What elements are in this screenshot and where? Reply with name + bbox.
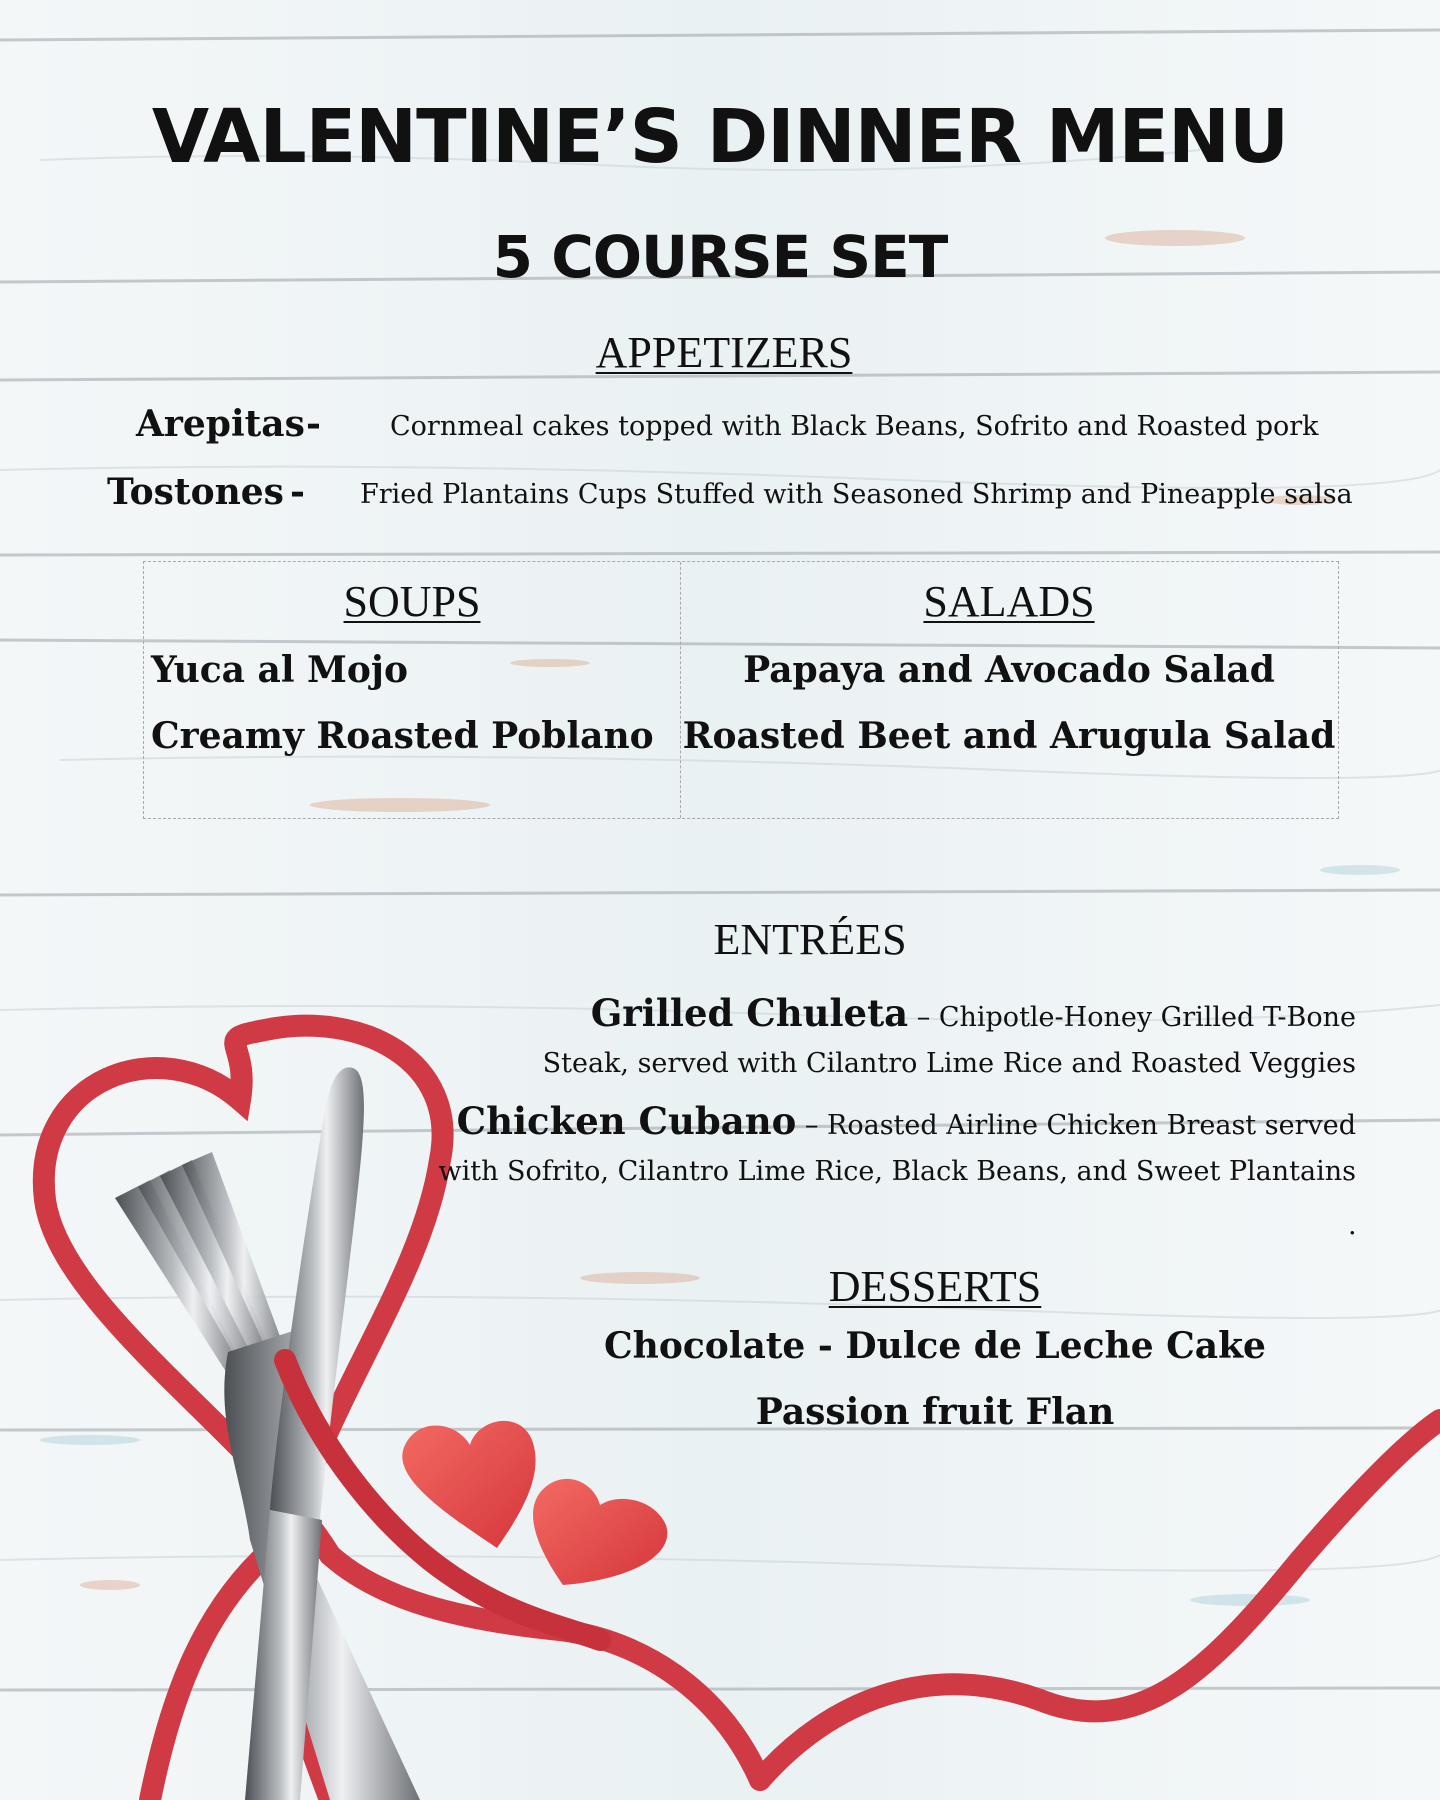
appetizer-name: Arepitas <box>136 403 305 445</box>
entree-trailing-dot: . <box>1348 1210 1357 1241</box>
appetizer-description: Cornmeal cakes topped with Black Beans, Sofrito and Roasted pork <box>390 411 1319 442</box>
soup-item: Yuca al Mojo <box>151 649 408 691</box>
dessert-item: Chocolate - Dulce de Leche Cake <box>604 1325 1266 1367</box>
soup-item: Creamy Roasted Poblano <box>151 715 654 757</box>
entree-line <box>396 1098 1356 1149</box>
salads-heading: SALADS <box>923 577 1095 626</box>
entree-name: Chicken Cubano <box>456 1099 797 1143</box>
appetizer-item <box>0 403 1440 452</box>
appetizer-separator: - <box>306 403 321 445</box>
entrees-heading: ENTRÉES <box>713 915 907 964</box>
appetizers-heading: APPETIZERS <box>595 328 853 377</box>
entree-line <box>396 990 1356 1041</box>
entree-description-cont: Steak, served with Cilantro Lime Rice and Roasted Veggies <box>542 1048 1356 1079</box>
entree-description: Roasted Airline Chicken Breast served <box>827 1110 1356 1141</box>
page-subtitle: 5 COURSE SET <box>492 223 948 291</box>
dessert-item: Passion fruit Flan <box>755 1391 1115 1433</box>
appetizer-separator: - <box>290 471 305 513</box>
entree-separator: – <box>804 1110 819 1141</box>
page-title: VALENTINE’S DINNER MENU <box>151 94 1289 180</box>
salad-item: Papaya and Avocado Salad <box>743 649 1275 691</box>
entree-separator: – <box>916 1002 931 1033</box>
salad-item: Roasted Beet and Arugula Salad <box>682 715 1336 757</box>
appetizer-item <box>0 471 1440 520</box>
entree-description: Chipotle-Honey Grilled T-Bone <box>938 1002 1356 1033</box>
entree-name: Grilled Chuleta <box>590 991 909 1035</box>
entree-item <box>396 990 1356 1087</box>
entree-description-cont: with Sofrito, Cilantro Lime Rice, Black Beans, and Sweet Plantains <box>438 1156 1356 1187</box>
desserts-heading: DESSERTS <box>828 1262 1042 1311</box>
entree-item <box>396 1098 1356 1195</box>
soups-heading: SOUPS <box>343 577 481 626</box>
appetizer-description: Fried Plantains Cups Stuffed with Seasoned Shrimp and Pineapple salsa <box>360 479 1353 510</box>
soups-salads-box <box>143 561 1339 819</box>
appetizer-name: Tostones <box>107 471 284 513</box>
